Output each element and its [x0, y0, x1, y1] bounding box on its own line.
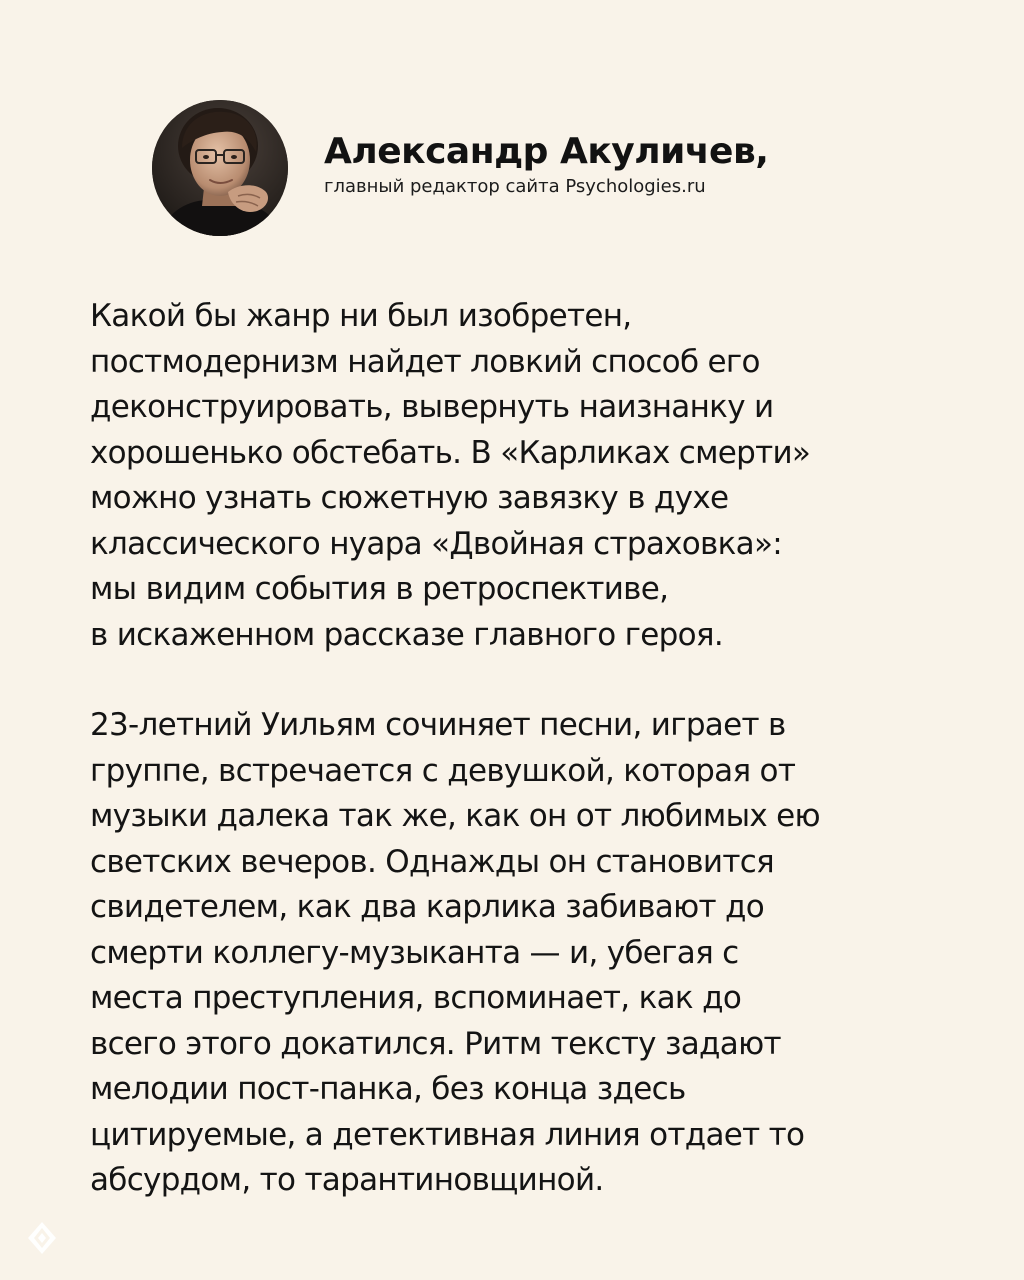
- text-line: постмодернизм найдет ловкий способ его: [90, 343, 760, 380]
- text-line: светских вечеров. Однажды он становится: [90, 843, 774, 880]
- text-line: классического нуара «Двойная страховка»:: [90, 525, 782, 562]
- text-line: деконструировать, вывернуть наизнанку и: [90, 389, 774, 425]
- text-line: абсурдом, то тарантиновщиной.: [90, 1162, 604, 1198]
- text-line: музыки далека так же, как он от любимых ею: [90, 798, 820, 834]
- text-line: смерти коллегу-музыканта — и, убегая с: [90, 934, 739, 971]
- text-line: 23-летний Уильям сочиняет песни, играет в: [90, 707, 786, 743]
- article-body: [90, 294, 970, 1204]
- text-line: мы видим события в ретроспективе,: [90, 571, 669, 607]
- paragraph-1: [90, 294, 970, 658]
- text-line: можно узнать сюжетную завязку в духе: [90, 480, 729, 516]
- text-line: свидетелем, как два карлика забивают до: [90, 889, 764, 925]
- author-role: главный редактор сайта Psychologies.ru: [324, 176, 706, 197]
- publisher-logo-icon: [22, 1218, 62, 1258]
- text-line: всего этого докатился. Ритм тексту задают: [90, 1025, 781, 1062]
- avatar: [152, 100, 288, 236]
- text-line: хорошенько обстебать. В «Карликах смерти»: [90, 434, 811, 471]
- text-line: цитируемые, а детективная линия отдает то: [90, 1116, 805, 1153]
- paragraph-2: [90, 703, 970, 1204]
- text-line: Какой бы жанр ни был изобретен,: [90, 298, 632, 334]
- author-name: Александр Акуличев,: [324, 131, 769, 172]
- author-block: [152, 100, 892, 236]
- text-line: в искаженном рассказе главного героя.: [90, 616, 723, 653]
- text-line: группе, встречается с девушкой, которая от: [90, 752, 796, 789]
- avatar-portrait: [152, 100, 288, 236]
- text-line: места преступления, вспоминает, как до: [90, 980, 742, 1016]
- text-line: мелодии пост-панка, без конца здесь: [90, 1071, 686, 1107]
